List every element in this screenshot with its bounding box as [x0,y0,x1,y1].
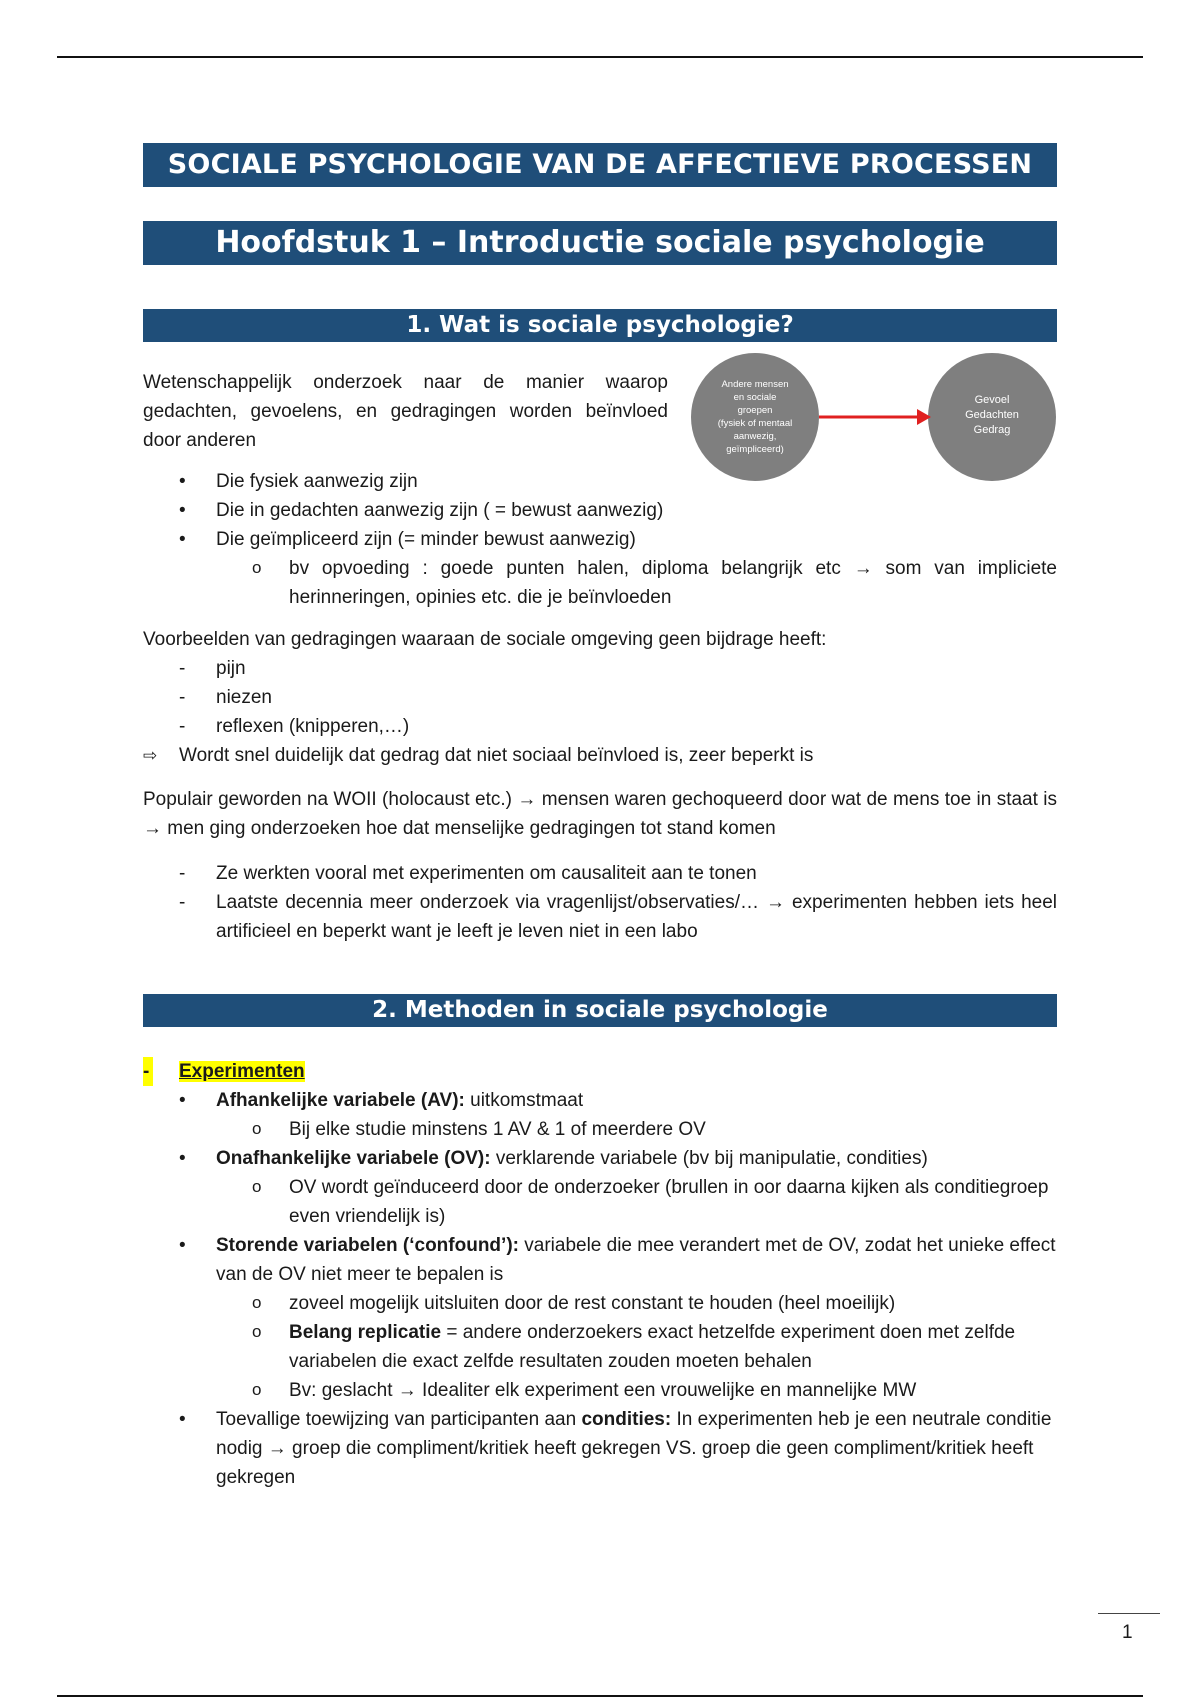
experiments-label: Experimenten [179,1061,305,1082]
ov-sublist [143,1173,1057,1231]
list-item: • Die geïmpliceerd zijn (= minder bewust aanwezig) [143,525,1057,554]
examples-intro: Voorbeelden van gedragingen waaraan de sociale omgeving geen bijdrage heeft: [143,629,827,650]
confound-term: Storende variabelen (‘confound’): [216,1235,519,1256]
random-assignment-list [143,1405,1057,1492]
footer-rule [57,1695,1143,1697]
methods-list [143,859,1057,946]
ov-text: verklarende variabele (bv bij manipulatie, condities) [490,1148,928,1169]
arrow-right-icon: ⇨ [143,746,158,765]
history-paragraph: Populair geworden na WOII (holocaust etc.) → mensen waren gechoqueerd door wat de mens toe in staat is → men ging onderzoeken hoe dat menselijke gedragingen tot stand komen [143,789,1057,839]
confound-list [143,1231,1057,1289]
ov-item [143,1144,1057,1173]
highlight-dash: - [143,1057,153,1086]
list-item: o OV wordt geïnduceerd door de onderzoeker (brullen in oor daarna kijken als conditiegroep even vriendelijk is) [216,1173,1057,1231]
influence-diagram [691,350,1061,484]
list-item: o zoveel mogelijk uitsluiten door de rest constant te houden (heel moeilijk) [216,1289,1057,1318]
confound-text: variabele die mee verandert met de OV, zodat het unieke effect van de OV niet meer te bepalen is [216,1235,1056,1285]
confound-item [143,1231,1057,1289]
document-title: SOCIALE PSYCHOLOGIE VAN DE AFFECTIEVE PROCESSEN [143,143,1057,187]
influencer-text-line: groepen [737,405,773,416]
list-item: - Ze werkten vooral met experimenten om causaliteit aan te tonen [143,859,1057,888]
ov-term: Onafhankelijke variabele (OV): [216,1148,491,1169]
presence-list [143,467,1057,554]
section-1-heading: 1. Wat is sociale psychologie? [143,309,1057,342]
list-item: - reflexen (knipperen,…) [143,712,1057,741]
chapter-heading: Hoofdstuk 1 – Introductie sociale psychologie [143,221,1057,265]
intro-paragraph: Wetenschappelijk onderzoek naar de manier waarop gedachten, gevoelens, en gedragingen worden beïnvloed door anderen [143,372,668,451]
random-term: condities: [581,1409,672,1430]
list-item: o bv opvoeding : goede punten halen, diploma belangrijk etc → som van impliciete herinneringen, opinies etc. die je beïnvloeden [216,554,1057,612]
page-number-rule [1098,1613,1160,1614]
experiments-item [143,1057,1057,1086]
replication-term: Belang replicatie [289,1322,442,1343]
av-sublist [143,1115,1057,1144]
av-item [143,1086,1057,1115]
random-text: In experimenten heb je een neutrale conditie nodig → groep die compliment/kritiek heeft gekregen VS. groep die geen compliment/kritiek heeft gekregen [216,1409,1052,1488]
influencer-text-line: geïmpliceerd) [726,444,784,455]
experiment-terms-list [143,1086,1057,1115]
av-term: Afhankelijke variabele (AV): [216,1090,465,1111]
confound-sublist [143,1289,1057,1405]
list-item: - Laatste decennia meer onderzoek via vragenlijst/observaties/… → experimenten hebben iets heel artificieel en beperkt want je leeft je leven niet in een labo [143,888,1057,946]
influencer-text-line: aanwezig, [733,431,777,442]
influencer-text-line: (fysiek of mentaal [717,418,793,429]
replication-text: = andere onderzoekers exact hetzelfde experiment doen met zelfde variabelen die exact zelfde resultaten zouden moeten behalen [289,1322,1016,1372]
conclusion-text: Wordt snel duidelijk dat gedrag dat niet sociaal beïnvloed is, zeer beperkt is [179,745,814,766]
list-item: o Bij elke studie minstens 1 AV & 1 of meerdere OV [216,1115,1057,1144]
ov-list [143,1144,1057,1173]
intro-block [143,368,1057,455]
influencer-circle [691,353,819,481]
random-pre: Toevallige toewijzing van participanten aan [216,1409,582,1430]
av-text: uitkomstmaat [464,1090,584,1111]
list-item: • Die in gedachten aanwezig zijn ( = bewust aanwezig) [143,496,1057,525]
conclusion-line [143,741,1057,770]
list-item: o Bv: geslacht → Idealiter elk experiment een vrouwelijke en mannelijke MW [216,1376,1057,1405]
presence-sublist [143,554,1057,612]
examples-list [143,654,1057,741]
list-item: - niezen [143,683,1057,712]
page-content [143,143,1057,1492]
response-text-line: Gevoel [974,394,1010,406]
header-rule [57,56,1143,58]
page-number: 1 [1122,1622,1133,1643]
random-item [143,1405,1057,1492]
list-item: • Die fysiek aanwezig zijn [143,467,1057,496]
influencer-text-line: Andere mensen [721,379,789,390]
replication-item [216,1318,1057,1376]
section-2-heading: 2. Methoden in sociale psychologie [143,994,1057,1027]
response-text-line: Gedrag [973,424,1011,436]
response-text-line: Gedachten [965,409,1019,421]
influencer-text-line: en sociale [733,392,777,403]
list-item: - pijn [143,654,1057,683]
